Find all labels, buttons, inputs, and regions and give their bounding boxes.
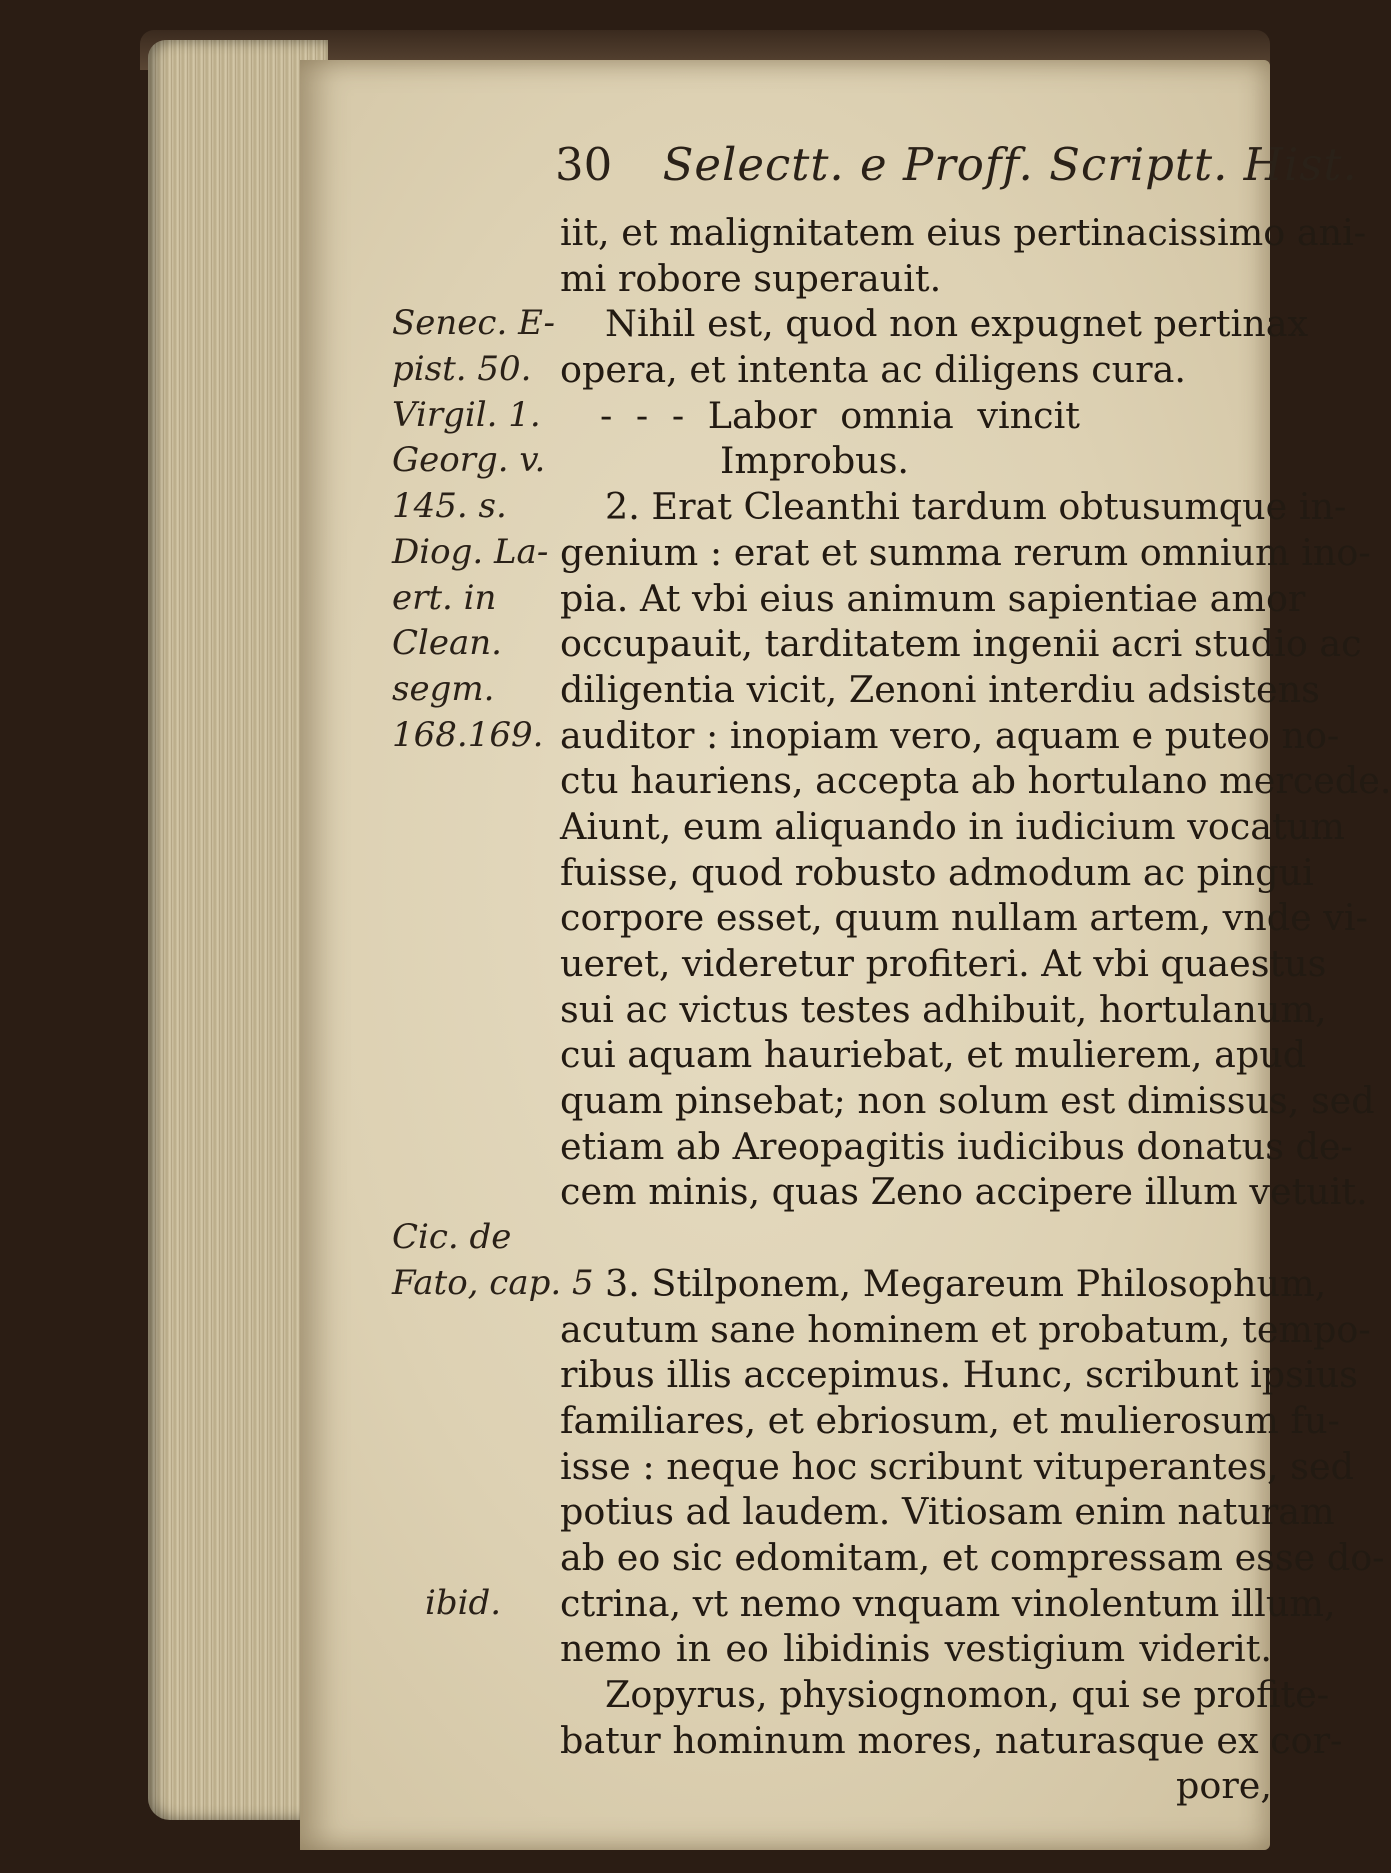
paragraph-gap xyxy=(560,1215,1272,1261)
text-line: ribus illis accepimus. Hunc, scribunt ipsius xyxy=(560,1353,1358,1397)
margin-note: ibid. xyxy=(425,1583,502,1623)
margin-note: Clean. xyxy=(392,623,502,664)
page-number: 30 xyxy=(555,138,613,191)
text-line: auditor : inopiam vero, aquam e puteo no- xyxy=(560,713,1340,757)
text-line: isse : neque hoc scribunt vituperantes, sed xyxy=(560,1444,1354,1488)
text-line: ctu hauriens, accepta ab hortulano mercede. xyxy=(560,759,1391,803)
margin-note: segm. xyxy=(392,668,495,709)
margin-notes-cicero xyxy=(392,1215,594,1306)
text-line: batur hominum mores, naturasque ex cor- xyxy=(560,1718,1343,1762)
text-line: cui aquam hauriebat, et mulierem, apud xyxy=(560,1033,1307,1077)
text-line: quam pinsebat; non solum est dimissus, sed xyxy=(560,1079,1375,1123)
margin-note: Virgil. 1. xyxy=(392,394,541,435)
text-line: ab eo sic edomitam, et compressam esse do- xyxy=(560,1535,1385,1579)
margin-note: 168.169. xyxy=(392,714,544,755)
text-line: acutum sane hominem et probatum, tempo- xyxy=(560,1307,1371,1351)
text-line: 3. Stilponem, Megareum Philosophum, xyxy=(605,1261,1327,1305)
text-line: ueret, videretur profiteri. At vbi quaestus xyxy=(560,942,1327,985)
text-line: fuisse, quod robusto admodum ac pingui xyxy=(560,850,1314,894)
text-line: cem minis, quas Zeno accipere illum vetuit. xyxy=(560,1170,1368,1214)
text-line: mi robore superauit. xyxy=(560,256,942,300)
margin-note: Senec. E- xyxy=(392,303,556,344)
text-line: 2. Erat Cleanthi tardum obtusumque in- xyxy=(605,485,1347,529)
running-title: Selectt. e Proff. Scriptt. Hist. xyxy=(662,138,1358,191)
margin-note: Georg. v. xyxy=(392,440,546,481)
text-line: corpore esset, quum nullam artem, vnde vi- xyxy=(560,896,1368,940)
text-line: pia. At vbi eius animum sapientiae amor xyxy=(560,576,1306,620)
text-line: familiares, et ebriosum, et mulierosum fu- xyxy=(560,1398,1340,1442)
margin-note: 145. s. xyxy=(392,486,507,527)
text-line: Aiunt, eum aliquando in iudicium vocatum xyxy=(560,804,1345,848)
text-line: opera, et intenta ac diligens cura. xyxy=(560,348,1186,392)
margin-note: ert. in xyxy=(392,577,497,618)
catchword: pore, xyxy=(1176,1764,1272,1808)
margin-note: pist. 50. xyxy=(392,349,532,390)
text-line: Nihil est, quod non expugnet pertinax xyxy=(605,302,1309,346)
text-line: diligentia vicit, Zenoni interdiu adsistens xyxy=(560,667,1320,711)
text-line: etiam ab Areopagitis iudicibus donatus de- xyxy=(560,1124,1353,1168)
page-header xyxy=(555,138,1358,191)
verse-line: - - - Labor omnia vincit xyxy=(600,393,1080,437)
text-line: genium : erat et summa rerum omnium ino- xyxy=(560,530,1371,574)
margin-notes-seneca-diogenes xyxy=(392,301,572,758)
text-line: potius ad laudem. Vitiosam enim naturam xyxy=(560,1490,1335,1534)
margin-note: Cic. de xyxy=(392,1217,512,1258)
text-line: iit, et malignitatem eius pertinacissimo ani- xyxy=(560,211,1367,254)
body-text xyxy=(560,210,1391,1809)
margin-note: Fato, cap. 5 xyxy=(392,1263,594,1304)
text-line: sui ac victus testes adhibuit, hortulanum, xyxy=(560,987,1327,1031)
verse-line: Improbus. xyxy=(720,439,910,483)
text-line: Zopyrus, physiognomon, qui se profite- xyxy=(605,1673,1330,1716)
text-line: nemo in eo libidinis vestigium viderit. xyxy=(560,1627,1272,1671)
text-line: occupauit, tarditatem ingenii acri studio ac xyxy=(560,622,1362,666)
margin-note: Diog. La- xyxy=(392,531,549,572)
text-line: ctrina, vt nemo vnquam vinolentum illum, xyxy=(560,1581,1336,1625)
